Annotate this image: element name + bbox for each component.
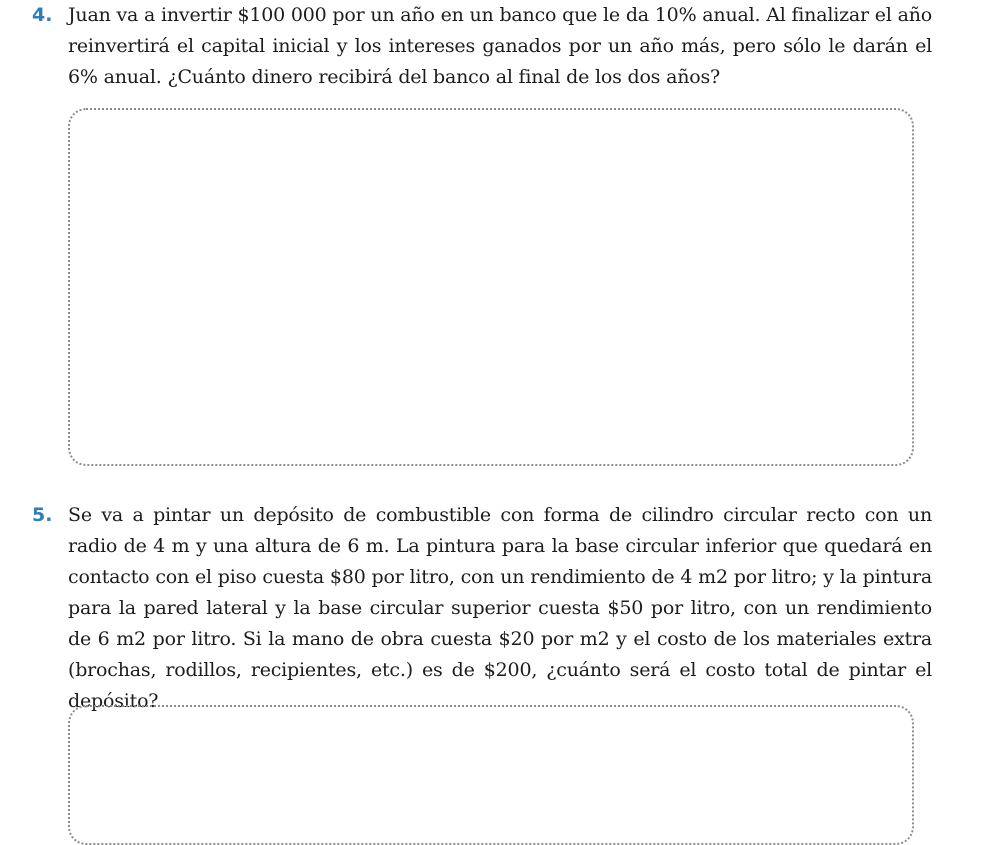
problem-4 <box>32 0 932 93</box>
problem-text: Se va a pintar un depósito de combustible con forma de cilindro circular recto con un radio de 4 m y una altura de 6 m. La pintura para la base circular inferior que quedará en contacto con el piso cuesta $80 por litro, con un rendimiento de 4 m2 por litro; y la pintura para la pared lateral y la base circular superior cuesta $50 por litro, con un rendimiento de 6 m2 por litro. Si la mano de obra cuesta $20 por m2 y el costo de los materiales extra (brochas, rodillos, recipientes, etc.) es de $200, ¿cuánto será el costo total de pintar el depósito? <box>68 504 932 712</box>
problem-number: 5. <box>32 504 53 526</box>
problem-number: 4. <box>32 4 53 26</box>
problem-text: Juan va a invertir $100 000 por un año en un banco que le da 10% anual. Al finalizar el año reinvertirá el capital inicial y los intereses ganados por un año más, pero sólo le darán el 6% anual. ¿Cuánto dinero recibirá del banco al final de los dos años? <box>68 4 932 88</box>
problem-5 <box>32 500 932 717</box>
answer-box-problem-4[interactable] <box>68 108 914 466</box>
answer-box-problem-5[interactable] <box>68 705 914 845</box>
